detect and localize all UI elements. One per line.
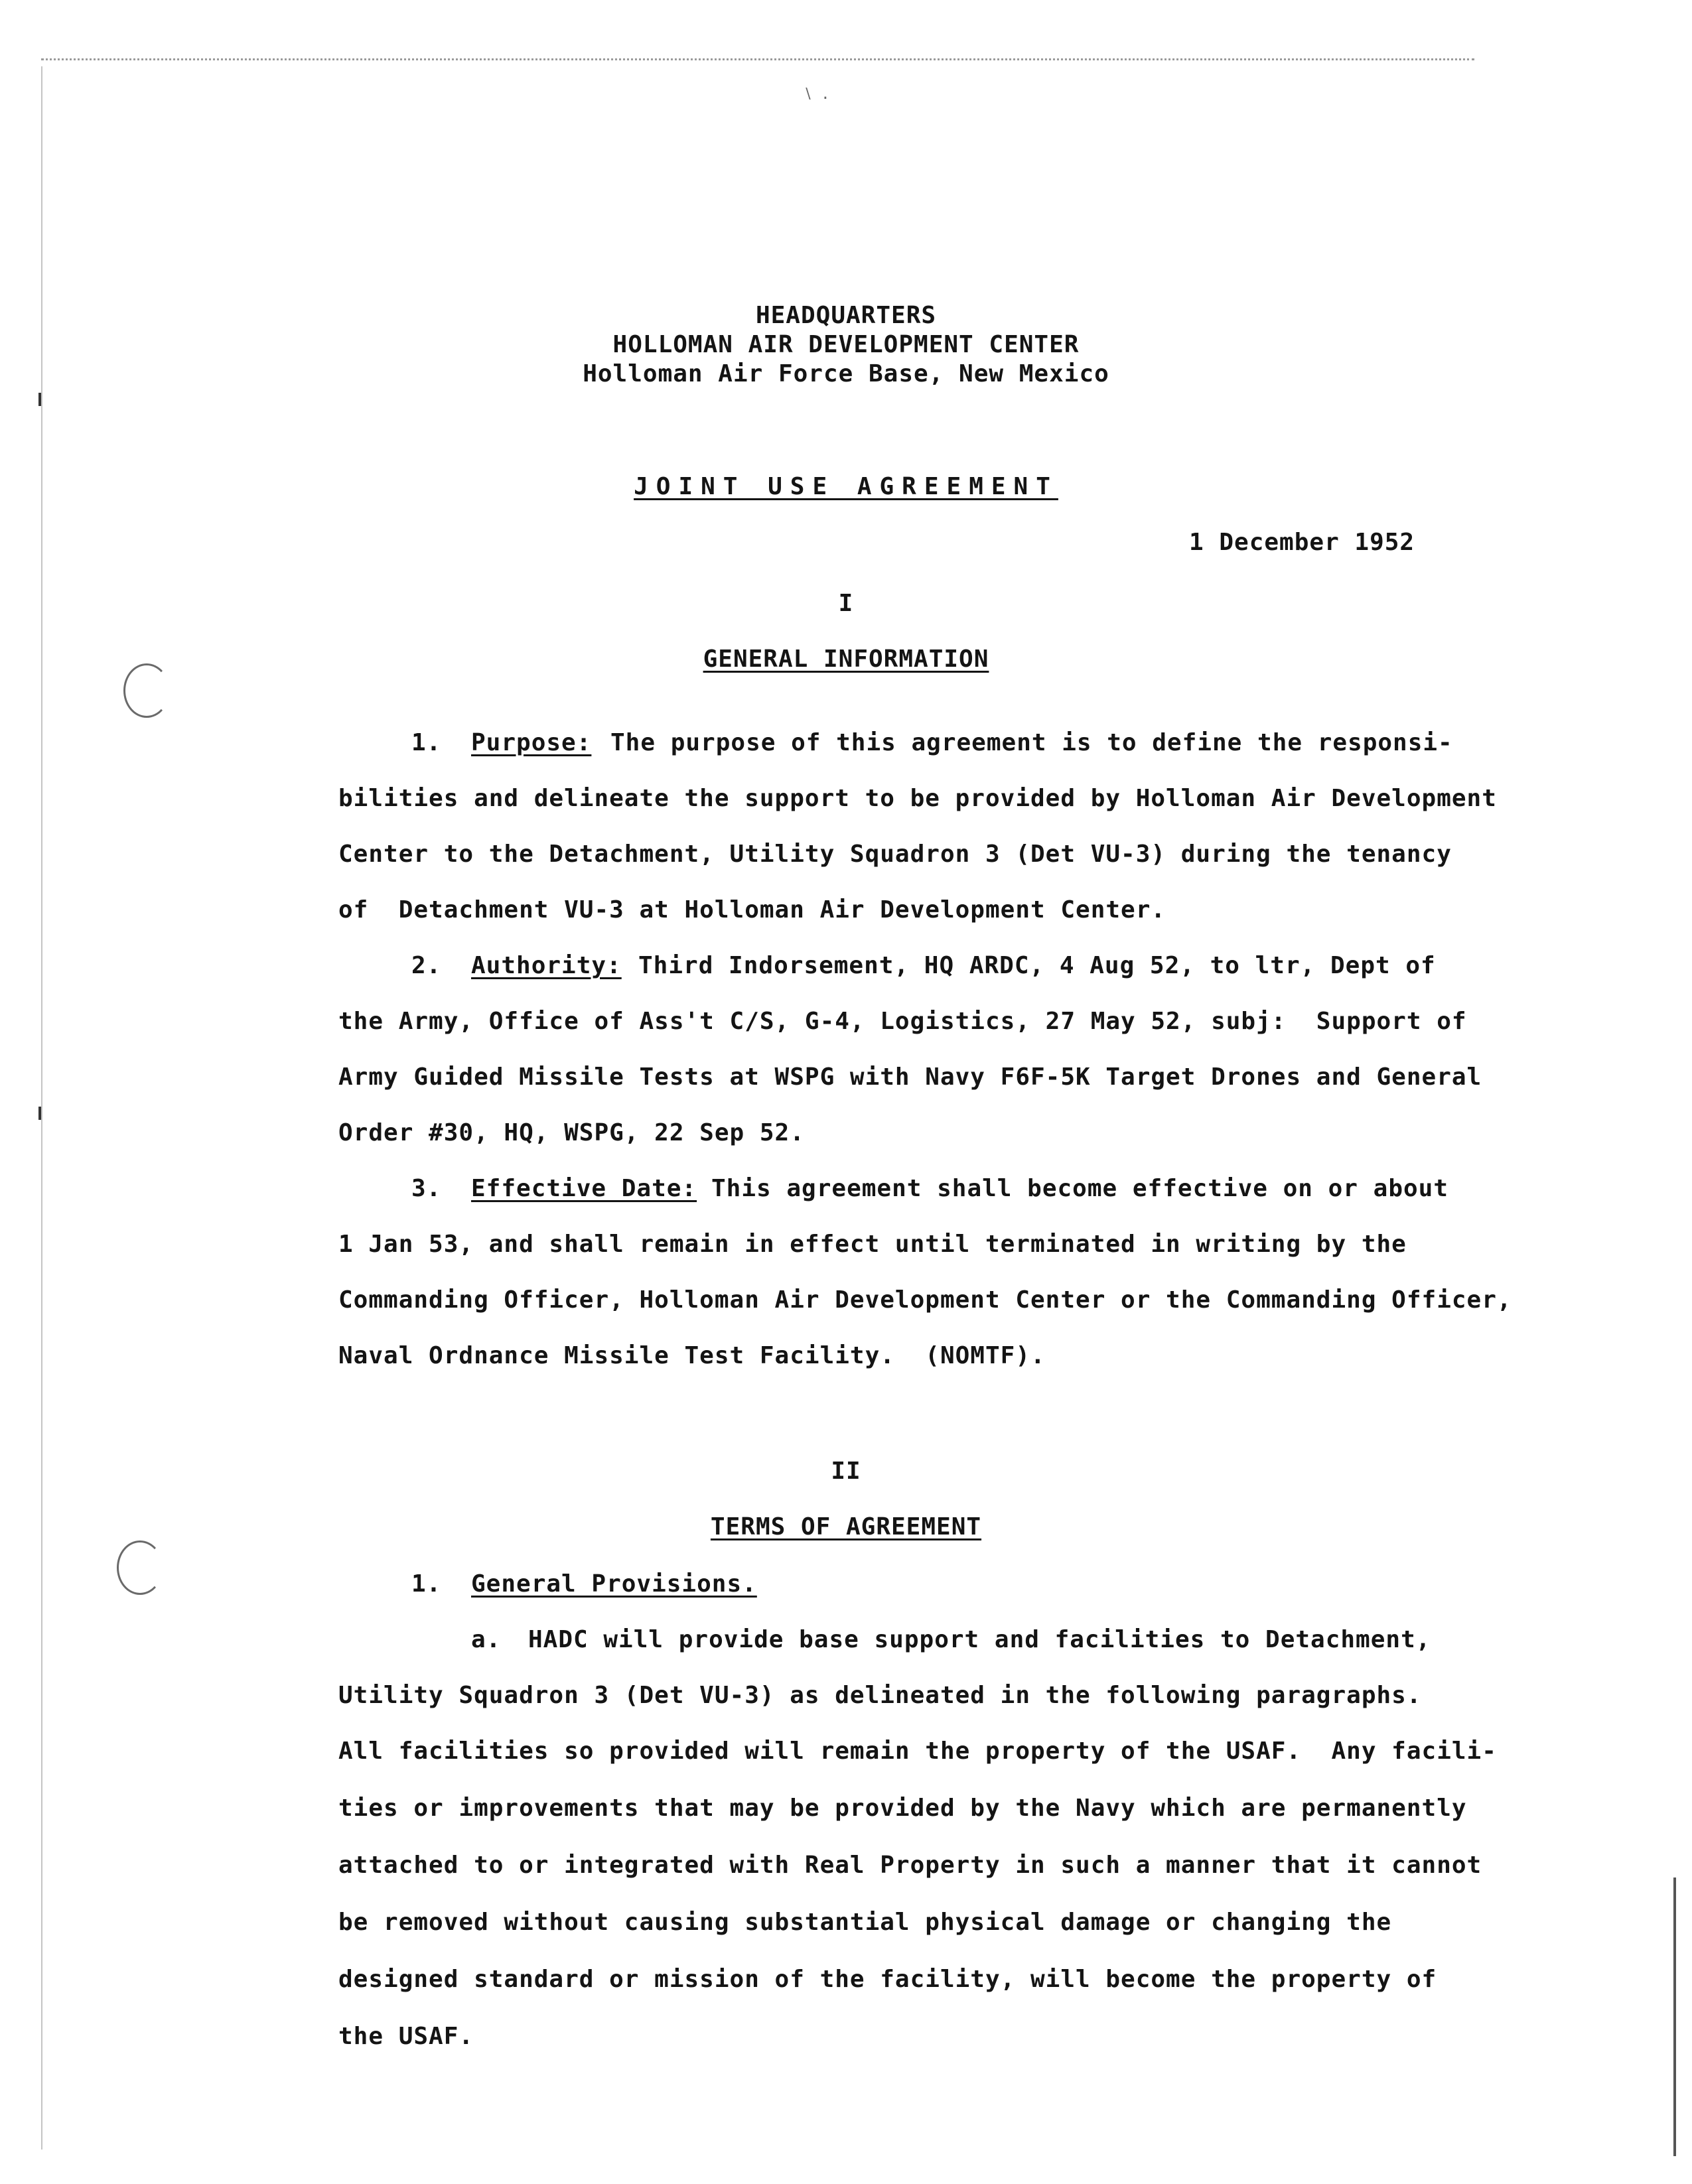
body-line: the USAF. — [338, 2023, 474, 2050]
paragraph-number: 2. — [411, 952, 442, 979]
body-line: Army Guided Missile Tests at WSPG with Navy F6F-5K Target Drones and General — [338, 1063, 1482, 1091]
body-line: Utility Squadron 3 (Det VU-3) as delineated in the following paragraphs. — [338, 1682, 1422, 1709]
section-numeral-2: II — [831, 1458, 861, 1485]
body-line: The purpose of this agreement is to define the responsi- — [610, 729, 1453, 756]
punch-hole — [117, 1540, 163, 1595]
margin-mark — [38, 1107, 41, 1120]
header-line-1: HEADQUARTERS — [755, 302, 937, 329]
body-line: 1 Jan 53, and shall remain in effect until terminated in writing by the — [338, 1231, 1407, 1258]
scan-mark: ∖ . — [803, 86, 830, 103]
body-line: the Army, Office of Ass't C/S, G-4, Logistics, 27 May 52, subj: Support of — [338, 1008, 1467, 1035]
paragraph-label: Purpose: — [471, 729, 592, 756]
body-line: HADC will provide base support and facilities to Detachment, — [528, 1626, 1431, 1653]
paragraph-label: General Provisions. — [471, 1570, 757, 1598]
section-heading-2: TERMS OF AGREEMENT — [710, 1513, 982, 1540]
header-line-3: Holloman Air Force Base, New Mexico — [583, 360, 1109, 387]
paragraph-label: Authority: — [471, 952, 622, 979]
body-line: of Detachment VU-3 at Holloman Air Development Center. — [338, 896, 1166, 923]
body-line: designed standard or mission of the facility, will become the property of — [338, 1966, 1437, 1993]
page-edge-right — [1673, 1877, 1676, 2156]
paragraph-number: 1. — [411, 729, 442, 756]
subparagraph-letter: a. — [471, 1626, 502, 1653]
body-line: Commanding Officer, Holloman Air Development Center or the Commanding Officer, — [338, 1286, 1512, 1314]
document-title: JOINT USE AGREEMENT — [634, 473, 1058, 500]
section-numeral-1: I — [838, 590, 854, 617]
body-line: bilities and delineate the support to be provided by Holloman Air Development — [338, 785, 1497, 812]
body-line: Third Indorsement, HQ ARDC, 4 Aug 52, to ltr, Dept of — [638, 952, 1436, 979]
header-line-2: HOLLOMAN AIR DEVELOPMENT CENTER — [612, 331, 1080, 358]
margin-mark — [38, 393, 41, 406]
paragraph-number: 3. — [411, 1175, 442, 1202]
document-date: 1 December 1952 — [1189, 529, 1415, 556]
body-line: Center to the Detachment, Utility Squadron 3 (Det VU-3) during the tenancy — [338, 841, 1452, 868]
body-line: This agreement shall become effective on or about — [711, 1175, 1449, 1202]
body-line: Order #30, HQ, WSPG, 22 Sep 52. — [338, 1119, 805, 1146]
paragraph-label: Effective Date: — [471, 1175, 697, 1202]
body-line: ties or improvements that may be provided by the Navy which are permanently — [338, 1795, 1467, 1822]
body-line: Naval Ordnance Missile Test Facility. (NOMTF). — [338, 1342, 1046, 1369]
paragraph-number: 1. — [411, 1570, 442, 1598]
page-edge-top — [41, 58, 1474, 60]
body-line: be removed without causing substantial physical damage or changing the — [338, 1909, 1392, 1936]
body-line: attached to or integrated with Real Property in such a manner that it cannot — [338, 1852, 1482, 1879]
body-line: All facilities so provided will remain the property of the USAF. Any facili- — [338, 1738, 1497, 1765]
section-heading-1: GENERAL INFORMATION — [703, 646, 989, 673]
